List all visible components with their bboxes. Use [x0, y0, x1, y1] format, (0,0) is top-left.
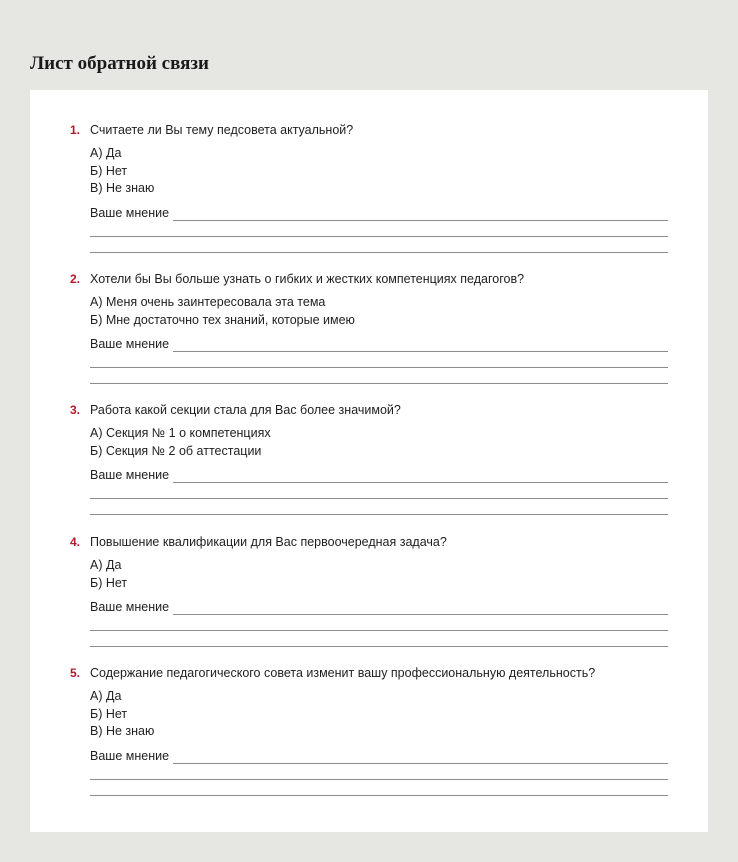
question-text: Содержание педагогического совета изменит вашу профессиональную деятельность?	[90, 666, 596, 680]
answer-option[interactable]: Б) Мне достаточно тех знаний, которые имею	[90, 312, 355, 327]
answer-line[interactable]	[90, 499, 668, 515]
question-2	[70, 270, 668, 384]
answer-line[interactable]	[90, 221, 668, 237]
answer-line[interactable]	[90, 764, 668, 780]
opinion-input-line[interactable]	[173, 470, 668, 483]
answer-option[interactable]: Б) Нет	[90, 706, 128, 721]
answer-line[interactable]	[90, 368, 668, 384]
question-header	[70, 121, 668, 139]
answer-options	[90, 294, 668, 329]
question-text: Повышение квалификации для Вас первоочередная задача?	[90, 535, 447, 549]
answer-option[interactable]: Б) Секция № 2 об аттестации	[90, 443, 262, 458]
answer-line[interactable]	[90, 483, 668, 499]
question-text: Хотели бы Вы больше узнать о гибких и жестких компетенциях педагогов?	[90, 272, 525, 286]
answer-option[interactable]: Б) Нет	[90, 163, 128, 178]
answer-option[interactable]: А) Да	[90, 558, 122, 572]
opinion-field[interactable]	[90, 748, 668, 764]
answer-option[interactable]: А) Да	[90, 146, 122, 160]
question-number: 5.	[70, 666, 81, 680]
answer-line[interactable]	[90, 631, 668, 647]
question-3	[70, 401, 668, 515]
question-header	[70, 533, 668, 551]
answer-options	[90, 688, 668, 741]
question-number: 1.	[70, 123, 81, 137]
answer-line[interactable]	[90, 352, 668, 368]
answer-options	[90, 145, 668, 198]
feedback-sheet	[30, 90, 708, 832]
question-text: Считаете ли Вы тему педсовета актуальной?	[90, 123, 354, 137]
question-text: Работа какой секции стала для Вас более значимой?	[90, 403, 401, 417]
question-5	[70, 664, 668, 796]
question-header	[70, 664, 668, 682]
answer-line[interactable]	[90, 780, 668, 796]
opinion-field[interactable]	[90, 336, 668, 352]
answer-option[interactable]: А) Меня очень заинтересовала эта тема	[90, 295, 326, 309]
opinion-label: Ваше мнение	[90, 600, 170, 614]
page-title: Лист обратной связи	[30, 53, 209, 74]
opinion-label: Ваше мнение	[90, 205, 170, 220]
question-number: 3.	[70, 403, 81, 417]
opinion-input-line[interactable]	[173, 602, 668, 615]
answer-option[interactable]: А) Да	[90, 689, 122, 703]
opinion-label: Ваше мнение	[90, 748, 170, 763]
question-4	[70, 533, 668, 647]
question-1	[70, 121, 668, 253]
opinion-label: Ваше мнение	[90, 337, 170, 351]
opinion-field[interactable]	[90, 205, 668, 221]
question-number: 2.	[70, 272, 81, 286]
answer-options	[90, 425, 668, 460]
opinion-input-line[interactable]	[173, 339, 668, 352]
opinion-input-line[interactable]	[173, 208, 668, 221]
opinion-field[interactable]	[90, 599, 668, 615]
answer-option[interactable]: Б) Нет	[90, 575, 128, 590]
answer-option[interactable]: А) Секция № 1 о компетенциях	[90, 426, 271, 440]
answer-option[interactable]: В) Не знаю	[90, 724, 155, 738]
question-number: 4.	[70, 535, 81, 549]
question-header	[70, 401, 668, 419]
opinion-input-line[interactable]	[173, 751, 668, 764]
question-header	[70, 270, 668, 288]
opinion-label: Ваше мнение	[90, 468, 170, 482]
answer-option[interactable]: В) Не знаю	[90, 181, 155, 195]
answer-line[interactable]	[90, 237, 668, 253]
opinion-field[interactable]	[90, 467, 668, 483]
answer-options	[90, 557, 668, 592]
answer-line[interactable]	[90, 615, 668, 631]
